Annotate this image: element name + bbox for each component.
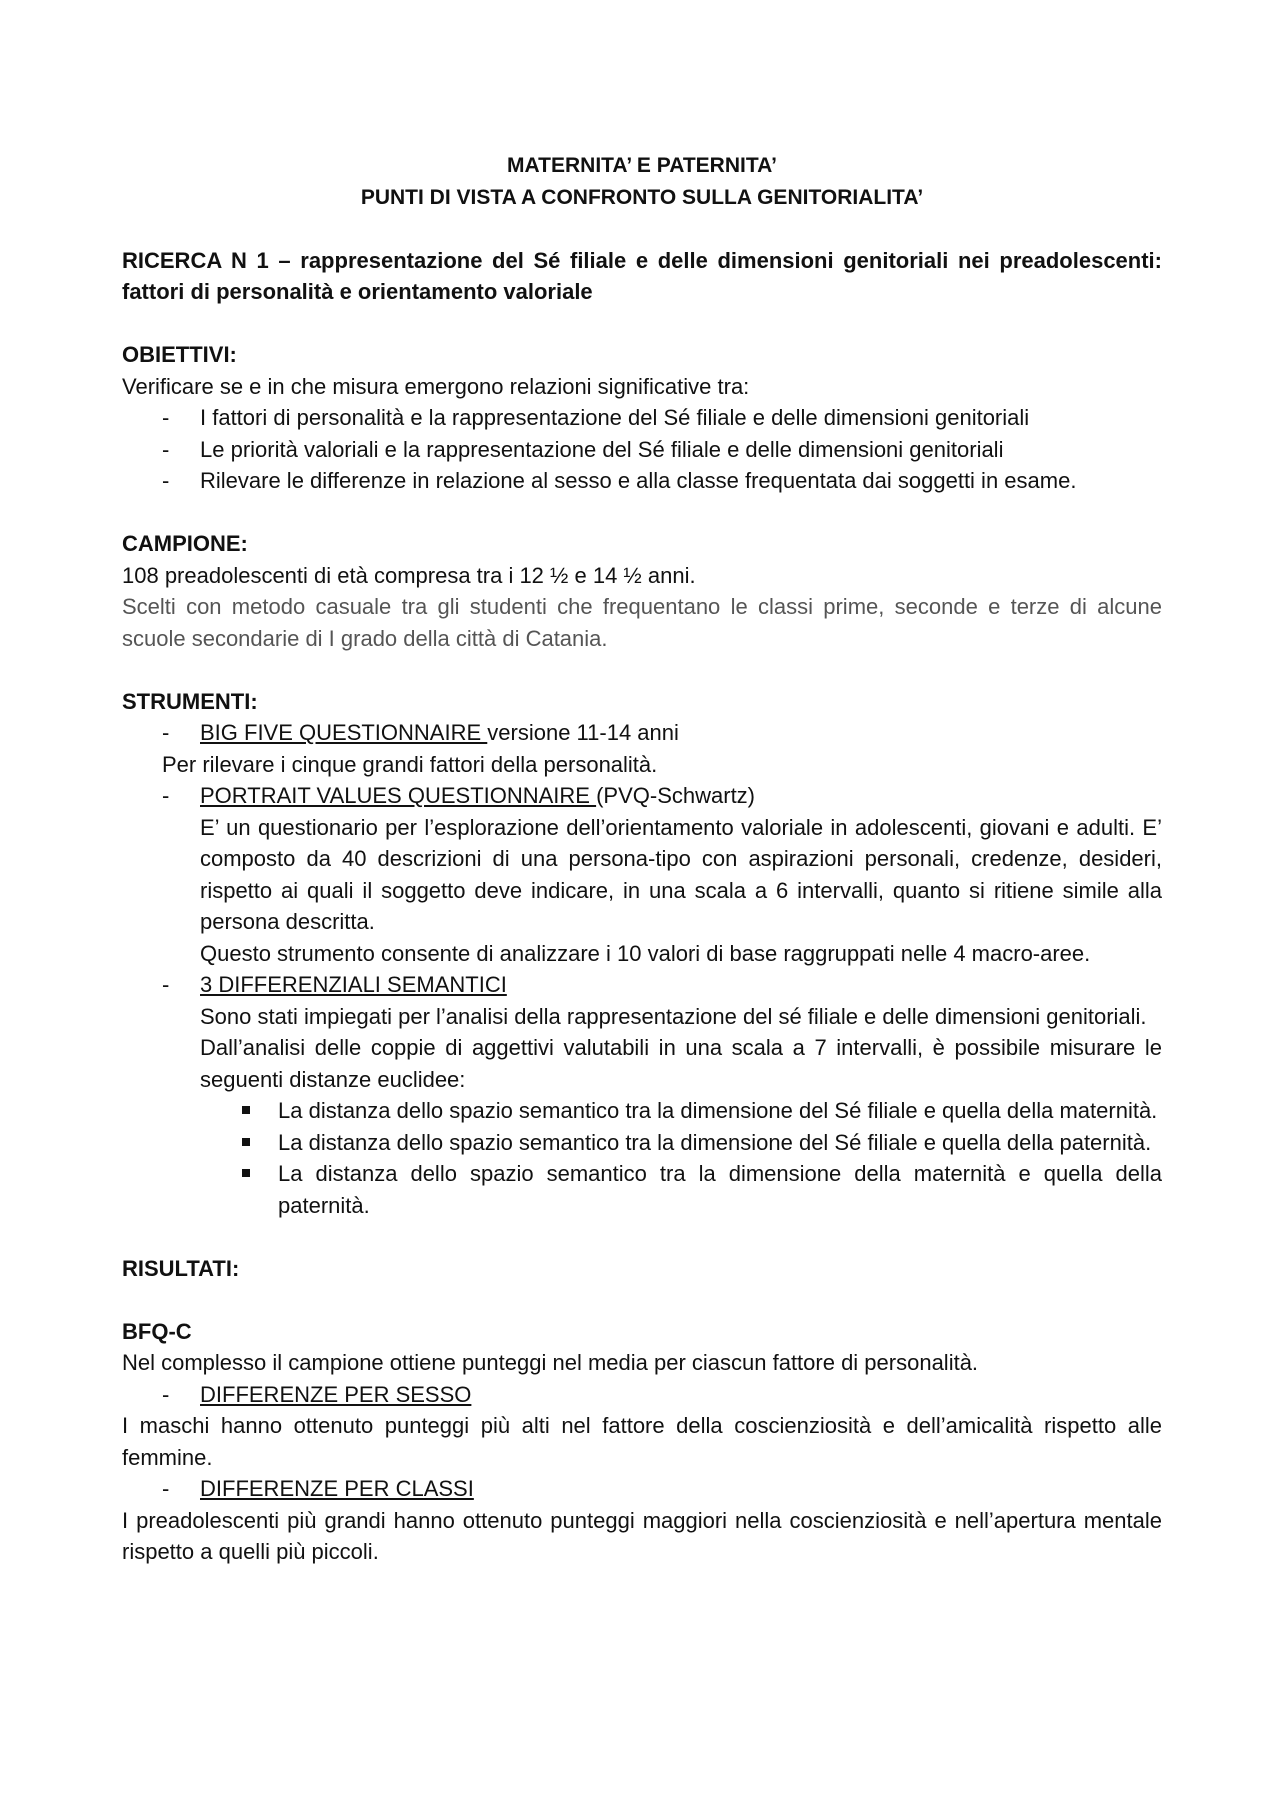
- document-title: [122, 150, 1162, 213]
- distance-item: La distanza dello spazio semantico tra la dimensione del Sé filiale e quella della paternità.: [122, 1127, 1162, 1159]
- differenze-sesso-title: DIFFERENZE PER SESSO: [200, 1381, 472, 1407]
- distance-item: La distanza dello spazio semantico tra la dimensione del Sé filiale e quella della maternità.: [122, 1095, 1162, 1127]
- square-bullet-icon: [242, 1138, 250, 1146]
- differenze-classi-item: - DIFFERENZE PER CLASSI: [162, 1476, 474, 1501]
- differenze-sesso-text: I maschi hanno ottenuto punteggi più alti nel fattore della coscienziosità e dell’amicalità rispetto alle femmine.: [122, 1413, 1162, 1470]
- risultati-heading: RISULTATI:: [122, 1255, 240, 1281]
- pvq-description-2: Questo strumento consente di analizzare i 10 valori di base raggruppati nelle 4 macro-aree.: [200, 940, 1091, 966]
- differenze-classi-title: DIFFERENZE PER CLASSI: [200, 1476, 474, 1501]
- title-line-2: PUNTI DI VISTA A CONFRONTO SULLA GENITORIALITA’: [360, 185, 924, 209]
- campione-line-1: 108 preadolescenti di età compresa tra i 12 ½ e 14 ½ anni.: [122, 562, 696, 588]
- strumento-pvq: - PORTRAIT VALUES QUESTIONNAIRE (PVQ-Schwartz): [162, 783, 756, 808]
- title-line-1: MATERNITA’ E PATERNITA’: [507, 154, 777, 177]
- differenziali-description-2: Dall’analisi delle coppie di aggettivi valutabili in una scala a 7 intervalli, è possibile misurare le seguenti distanze euclidee:: [200, 1035, 1162, 1092]
- distance-item: La distanza dello spazio semantico tra la dimensione della maternità e quella della paternità.: [122, 1158, 1162, 1221]
- square-bullet-icon: [242, 1106, 250, 1114]
- obiettivi-heading: OBIETTIVI:: [122, 342, 237, 367]
- big-five-description: Per rilevare i cinque grandi fattori della personalità.: [162, 751, 658, 777]
- strumento-big-five: - BIG FIVE QUESTIONNAIRE versione 11-14 anni: [162, 720, 679, 745]
- differenze-sesso-item: - DIFFERENZE PER SESSO: [162, 1381, 472, 1407]
- campione-heading: CAMPIONE:: [122, 531, 248, 556]
- strumenti-heading: STRUMENTI:: [122, 688, 258, 714]
- differenziali-description-1: Sono stati impiegati per l’analisi della rappresentazione del sé filiale e delle dimensioni genitoriali.: [200, 1003, 1147, 1029]
- bfq-intro: Nel complesso il campione ottiene punteggi nel media per ciascun fattore di personalità.: [122, 1350, 979, 1375]
- differenziali-title: 3 DIFFERENZIALI SEMANTICI: [200, 972, 507, 997]
- bfq-heading: BFQ-C: [122, 1318, 192, 1344]
- obiettivi-item: - Le priorità valoriali e la rappresentazione del Sé filiale e delle dimensioni genitoriali: [162, 436, 1004, 462]
- obiettivi-intro: Verificare se e in che misura emergono relazioni significative tra:: [122, 373, 750, 399]
- strumento-differenziali: - 3 DIFFERENZIALI SEMANTICI: [162, 972, 507, 997]
- campione-line-2: Scelti con metodo casuale tra gli studenti che frequentano le classi prime, seconde e terze di alcune scuole secondarie di I grado della città di Catania.: [122, 594, 1162, 651]
- square-bullet-icon: [242, 1169, 250, 1177]
- document-content: [122, 150, 1162, 1568]
- ricerca-heading: RICERCA N 1 – rappresentazione del Sé filiale e delle dimensioni genitoriali nei preadolescenti: fattori di personalità e orientamento valoriale: [122, 247, 1162, 304]
- obiettivi-item: - I fattori di personalità e la rappresentazione del Sé filiale e delle dimensioni genitoriali: [162, 405, 1030, 430]
- pvq-title: PORTRAIT VALUES QUESTIONNAIRE: [200, 783, 597, 808]
- differenze-classi-text: I preadolescenti più grandi hanno ottenuto punteggi maggiori nella coscienziosità e nell’apertura mentale rispetto a quelli più piccoli.: [122, 1507, 1162, 1564]
- big-five-title: BIG FIVE QUESTIONNAIRE: [200, 720, 488, 745]
- pvq-description-1: E’ un questionario per l’esplorazione dell’orientamento valoriale in adolescenti, giovani e adulti. E’ composto da 40 descrizioni di una persona-tipo con aspirazioni personali, credenze, desideri, rispetto ai quali il soggetto deve indicare, in una scala a 6 intervalli, quanto si ritiene simile alla persona descritta.: [200, 814, 1162, 934]
- obiettivi-item: - Rilevare le differenze in relazione al sesso e alla classe frequentata dai soggetti in esame.: [162, 468, 1077, 493]
